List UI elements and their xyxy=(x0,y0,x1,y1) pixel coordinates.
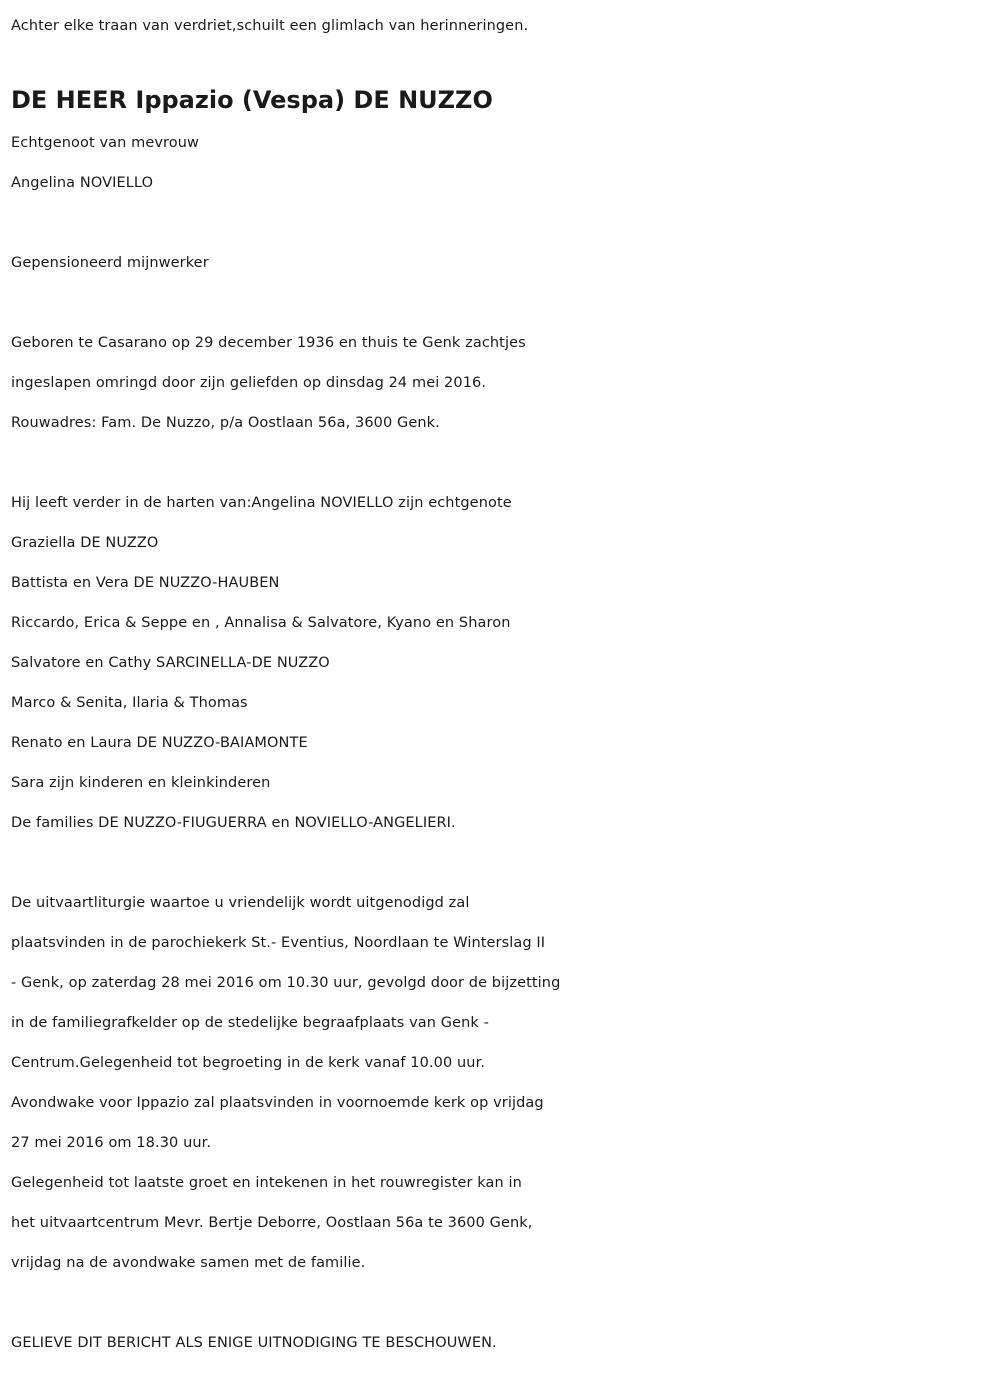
ceremony-line: Centrum.Gelegenheid tot begroeting in de kerk vanaf 10.00 uur. xyxy=(11,1055,486,1071)
family-line: De families DE NUZZO-FIUGUERRA en NOVIELLO-ANGELIERI. xyxy=(11,815,456,831)
spacer xyxy=(11,1283,996,1323)
spacer xyxy=(11,283,996,323)
family-line: Marco & Senita, Ilaria & Thomas xyxy=(11,695,248,711)
ceremony-line: 27 mei 2016 om 18.30 uur. xyxy=(11,1135,212,1151)
family-line: Riccardo, Erica & Seppe en , Annalisa & Salvatore, Kyano en Sharon xyxy=(11,615,511,631)
family-line: Battista en Vera DE NUZZO-HAUBEN xyxy=(11,575,280,591)
ceremony-line: vrijdag na de avondwake samen met de familie. xyxy=(11,1255,366,1271)
closing-notice: GELIEVE DIT BERICHT ALS ENIGE UITNODIGING TE BESCHOUWEN. xyxy=(11,1335,497,1351)
family-line: Graziella DE NUZZO xyxy=(11,535,159,551)
ceremony-block xyxy=(11,883,996,1283)
family-line: Hij leeft verder in de harten van:Angelina NOVIELLO zijn echtgenote xyxy=(11,495,512,511)
ceremony-line: Gelegenheid tot laatste groet en intekenen in het rouwregister kan in xyxy=(11,1175,522,1191)
birth-death-line: Geboren te Casarano op 29 december 1936 en thuis te Genk zachtjes xyxy=(11,335,526,351)
spacer xyxy=(11,443,996,483)
ceremony-line: De uitvaartliturgie waartoe u vriendelijk wordt uitgenodigd zal xyxy=(11,895,470,911)
family-line: Salvatore en Cathy SARCINELLA-DE NUZZO xyxy=(11,655,330,671)
family-line: Sara zijn kinderen en kleinkinderen xyxy=(11,775,271,791)
spacer xyxy=(11,843,996,883)
deceased-name: DE HEER Ippazio (Vespa) DE NUZZO xyxy=(11,86,493,114)
address-line: Rouwadres: Fam. De Nuzzo, p/a Oostlaan 56a, 3600 Genk. xyxy=(11,415,440,431)
spouse-line: Angelina NOVIELLO xyxy=(11,175,154,191)
occupation: Gepensioneerd mijnwerker xyxy=(11,255,209,271)
birth-death-block xyxy=(11,323,996,443)
birth-death-line: ingeslapen omringd door zijn geliefden op dinsdag 24 mei 2016. xyxy=(11,375,487,391)
ceremony-line: - Genk, op zaterdag 28 mei 2016 om 10.30 uur, gevolgd door de bijzetting xyxy=(11,975,561,991)
spouse-block xyxy=(11,123,996,203)
ceremony-line: in de familiegrafkelder op de stedelijke begraafplaats van Genk - xyxy=(11,1015,489,1031)
ceremony-line: Avondwake voor Ippazio zal plaatsvinden in voornoemde kerk op vrijdag xyxy=(11,1095,544,1111)
spacer xyxy=(11,203,996,243)
spouse-line: Echtgenoot van mevrouw xyxy=(11,135,200,151)
opening-quote: Achter elke traan van verdriet,schuilt een glimlach van herinneringen. xyxy=(11,18,529,34)
ceremony-line: plaatsvinden in de parochiekerk St.- Eventius, Noordlaan te Winterslag II xyxy=(11,935,546,951)
family-line: Renato en Laura DE NUZZO-BAIAMONTE xyxy=(11,735,308,751)
obituary-document xyxy=(11,0,996,1363)
family-block xyxy=(11,483,996,843)
ceremony-line: het uitvaartcentrum Mevr. Bertje Deborre, Oostlaan 56a te 3600 Genk, xyxy=(11,1215,533,1231)
